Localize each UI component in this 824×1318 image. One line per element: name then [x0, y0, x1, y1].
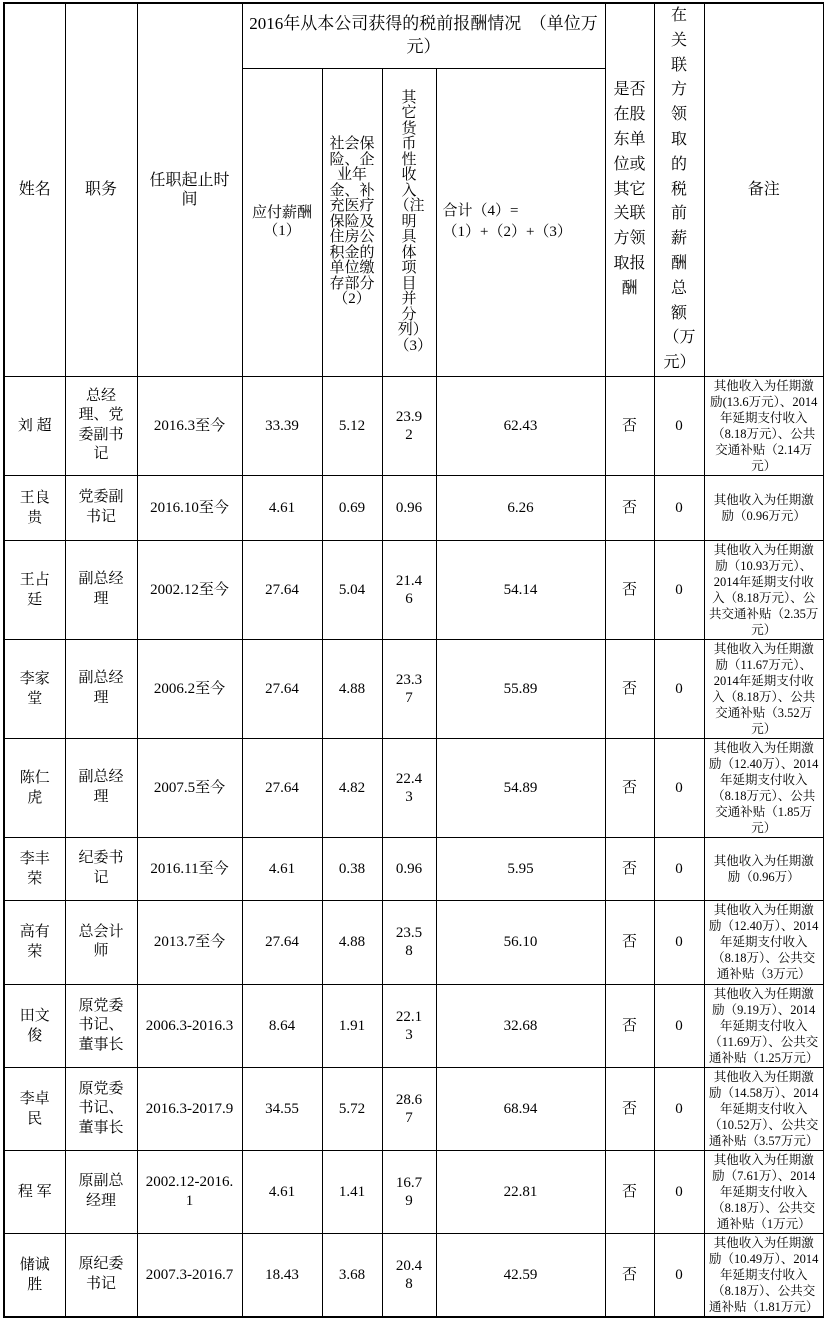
cell-related-party-amount: 0	[654, 1150, 704, 1233]
cell-remarks: 其他收入为任期激励（9.19万）、2014年延期支付收入（11.69万）、公共交通补贴（1.25万元）	[704, 984, 824, 1067]
cell-related-party-amount: 0	[654, 984, 704, 1067]
cell-remarks: 其他收入为任期激励（0.96万元）	[704, 475, 824, 540]
cell-other-income: 23.37	[382, 639, 436, 738]
cell-remarks: 其他收入为任期激励（7.61万）、2014年延期支付收入（8.18万）、公共交通补贴（1万元）	[704, 1150, 824, 1233]
cell-term: 2002.12至今	[137, 540, 242, 639]
table-row	[4, 475, 824, 540]
cell-salary: 27.64	[242, 900, 322, 984]
header-name: 姓名	[4, 3, 65, 376]
cell-term: 2007.3-2016.7	[137, 1233, 242, 1317]
table-row	[4, 1150, 824, 1233]
cell-name: 李卓民	[4, 1067, 65, 1150]
cell-remarks: 其他收入为任期激励（12.40万）、2014年延期支付收入（8.18万）、公共交通补贴（3万元）	[704, 900, 824, 984]
cell-position: 党委副书记	[65, 475, 137, 540]
cell-salary: 4.61	[242, 1150, 322, 1233]
cell-insurance: 5.04	[322, 540, 382, 639]
cell-other-income: 22.13	[382, 984, 436, 1067]
cell-name: 陈仁虎	[4, 738, 65, 837]
cell-insurance: 4.82	[322, 738, 382, 837]
cell-related-party-flag: 否	[605, 1233, 654, 1317]
cell-term: 2016.3-2017.9	[137, 1067, 242, 1150]
cell-position: 总经理、党委副书记	[65, 376, 137, 475]
cell-related-party-flag: 否	[605, 1067, 654, 1150]
cell-other-income: 22.43	[382, 738, 436, 837]
cell-term: 2007.5至今	[137, 738, 242, 837]
cell-term: 2016.10至今	[137, 475, 242, 540]
header-salary: 应付薪酬（1）	[242, 68, 322, 376]
cell-term: 2002.12-2016.1	[137, 1150, 242, 1233]
cell-related-party-amount: 0	[654, 475, 704, 540]
cell-insurance: 1.91	[322, 984, 382, 1067]
cell-total: 22.81	[436, 1150, 605, 1233]
cell-related-party-amount: 0	[654, 837, 704, 900]
cell-related-party-amount: 0	[654, 900, 704, 984]
cell-term: 2006.2至今	[137, 639, 242, 738]
cell-position: 原党委书记、董事长	[65, 984, 137, 1067]
cell-name: 程 军	[4, 1150, 65, 1233]
table-row	[4, 1067, 824, 1150]
cell-other-income: 28.67	[382, 1067, 436, 1150]
cell-related-party-amount: 0	[654, 738, 704, 837]
cell-name: 李家堂	[4, 639, 65, 738]
header-compensation-group: 2016年从本公司获得的税前报酬情况 （单位万元）	[242, 3, 605, 68]
table-row	[4, 376, 824, 475]
cell-total: 42.59	[436, 1233, 605, 1317]
cell-related-party-flag: 否	[605, 376, 654, 475]
cell-related-party-flag: 否	[605, 639, 654, 738]
header-other-income: 其它货币性收入（注明具体项目并分列）（3）	[382, 68, 436, 376]
cell-name: 王良贵	[4, 475, 65, 540]
cell-total: 56.10	[436, 900, 605, 984]
cell-other-income: 20.48	[382, 1233, 436, 1317]
header-related-party-flag: 是否在股东单位或其它关联方领取报酬	[605, 3, 654, 376]
cell-name: 刘 超	[4, 376, 65, 475]
cell-name: 王占廷	[4, 540, 65, 639]
cell-insurance: 0.69	[322, 475, 382, 540]
table-row	[4, 1233, 824, 1317]
cell-insurance: 1.41	[322, 1150, 382, 1233]
table-row	[4, 639, 824, 738]
cell-total: 5.95	[436, 837, 605, 900]
cell-position: 总会计师	[65, 900, 137, 984]
cell-salary: 4.61	[242, 475, 322, 540]
cell-position: 副总经理	[65, 540, 137, 639]
cell-other-income: 23.58	[382, 900, 436, 984]
header-term: 任职起止时间	[137, 3, 242, 376]
cell-other-income: 0.96	[382, 837, 436, 900]
cell-remarks: 其他收入为任期激励（10.49万）、2014年延期支付收入（8.18万）、公共交通补贴（1.81万元）	[704, 1233, 824, 1317]
table-row	[4, 900, 824, 984]
cell-salary: 34.55	[242, 1067, 322, 1150]
cell-position: 原党委书记、董事长	[65, 1067, 137, 1150]
cell-term: 2013.7至今	[137, 900, 242, 984]
cell-related-party-amount: 0	[654, 376, 704, 475]
cell-other-income: 23.92	[382, 376, 436, 475]
table-row	[4, 984, 824, 1067]
header-position: 职务	[65, 3, 137, 376]
cell-name: 田文俊	[4, 984, 65, 1067]
cell-related-party-flag: 否	[605, 540, 654, 639]
cell-related-party-amount: 0	[654, 1067, 704, 1150]
cell-related-party-flag: 否	[605, 1150, 654, 1233]
cell-salary: 18.43	[242, 1233, 322, 1317]
cell-remarks: 其他收入为任期激励（12.40万）、2014年延期支付收入（8.18万元）、公共交通补贴（1.85万元）	[704, 738, 824, 837]
header-remarks: 备注	[704, 3, 824, 376]
cell-insurance: 5.12	[322, 376, 382, 475]
cell-insurance: 0.38	[322, 837, 382, 900]
header-insurance: 社会保险、企业年金、补充医疗保险及住房公积金的单位缴存部分（2）	[322, 68, 382, 376]
cell-salary: 8.64	[242, 984, 322, 1067]
cell-position: 副总经理	[65, 639, 137, 738]
cell-remarks: 其他收入为任期激励（10.93万元）、2014年延期支付收入（8.18万元）、公共交通补贴（2.35万元）	[704, 540, 824, 639]
cell-salary: 27.64	[242, 639, 322, 738]
cell-position: 原副总经理	[65, 1150, 137, 1233]
cell-remarks: 其他收入为任期激励(13.6万元）、2014年延期支付收入（8.18万元）、公共交通补贴（2.14万元）	[704, 376, 824, 475]
cell-total: 54.14	[436, 540, 605, 639]
cell-related-party-flag: 否	[605, 900, 654, 984]
cell-remarks: 其他收入为任期激励（14.58万）、2014年延期支付收入（10.52万）、公共交通补贴（3.57万元）	[704, 1067, 824, 1150]
cell-related-party-flag: 否	[605, 984, 654, 1067]
header-related-party-amount: 在关联方领取的税前薪酬总额（万元）	[654, 3, 704, 376]
cell-insurance: 4.88	[322, 639, 382, 738]
cell-name: 李丰荣	[4, 837, 65, 900]
cell-name: 储诚胜	[4, 1233, 65, 1317]
cell-total: 55.89	[436, 639, 605, 738]
cell-related-party-flag: 否	[605, 475, 654, 540]
cell-name: 高有荣	[4, 900, 65, 984]
cell-other-income: 21.46	[382, 540, 436, 639]
cell-related-party-amount: 0	[654, 540, 704, 639]
cell-other-income: 16.79	[382, 1150, 436, 1233]
cell-insurance: 4.88	[322, 900, 382, 984]
cell-related-party-amount: 0	[654, 1233, 704, 1317]
cell-remarks: 其他收入为任期激励（0.96万）	[704, 837, 824, 900]
header-total: 合计（4）=（1）+（2）+（3）	[436, 68, 605, 376]
table-row	[4, 738, 824, 837]
cell-salary: 4.61	[242, 837, 322, 900]
cell-salary: 33.39	[242, 376, 322, 475]
remuneration-table	[3, 2, 824, 1318]
cell-related-party-flag: 否	[605, 837, 654, 900]
header-row-1	[4, 3, 824, 68]
cell-total: 6.26	[436, 475, 605, 540]
cell-position: 副总经理	[65, 738, 137, 837]
cell-other-income: 0.96	[382, 475, 436, 540]
cell-position: 纪委书记	[65, 837, 137, 900]
cell-related-party-amount: 0	[654, 639, 704, 738]
cell-total: 54.89	[436, 738, 605, 837]
cell-total: 32.68	[436, 984, 605, 1067]
cell-remarks: 其他收入为任期激励（11.67万元）、2014年延期支付收入（8.18万）、公共交通补贴（3.52万元）	[704, 639, 824, 738]
table-body	[4, 376, 824, 1317]
cell-term: 2006.3-2016.3	[137, 984, 242, 1067]
cell-insurance: 5.72	[322, 1067, 382, 1150]
table-row	[4, 540, 824, 639]
cell-salary: 27.64	[242, 738, 322, 837]
cell-related-party-flag: 否	[605, 738, 654, 837]
cell-salary: 27.64	[242, 540, 322, 639]
cell-insurance: 3.68	[322, 1233, 382, 1317]
cell-term: 2016.3至今	[137, 376, 242, 475]
cell-total: 68.94	[436, 1067, 605, 1150]
cell-term: 2016.11至今	[137, 837, 242, 900]
table-row	[4, 837, 824, 900]
cell-position: 原纪委书记	[65, 1233, 137, 1317]
cell-total: 62.43	[436, 376, 605, 475]
